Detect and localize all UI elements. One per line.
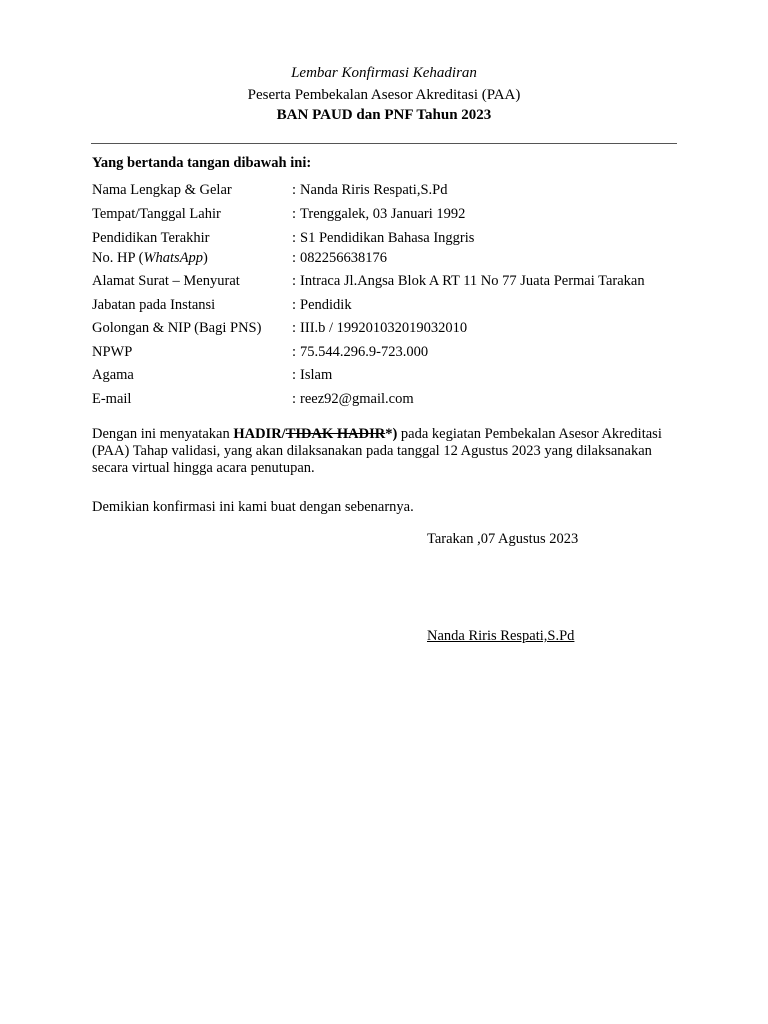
label-italic: WhatsApp — [143, 250, 204, 266]
field-value-text: 75.544.296.9-723.000 — [300, 344, 429, 360]
field-value-golongan — [292, 320, 467, 337]
field-value-nama — [292, 182, 447, 199]
colon: : — [292, 391, 297, 407]
field-value-jabatan — [292, 297, 352, 314]
field-value-text: Nanda Riris Respati,S.Pd — [300, 182, 448, 198]
closing-text: Demikian konfirmasi ini kami buat dengan sebenarnya. — [92, 499, 414, 515]
field-label-ttl: Tempat/Tanggal Lahir — [92, 206, 221, 222]
colon: : — [292, 344, 297, 360]
field-value-text: Islam — [300, 367, 333, 383]
place-date: Tarakan ,07 Agustus 2023 — [427, 531, 579, 547]
field-label-email: E-mail — [92, 391, 132, 407]
label-prefix: No. HP ( — [92, 250, 144, 266]
colon: : — [292, 230, 297, 246]
field-label-golongan: Golongan & NIP (Bagi PNS) — [92, 320, 262, 336]
field-value-npwp — [292, 344, 428, 361]
attendance-hadir: HADIR/ — [233, 426, 286, 442]
colon: : — [292, 273, 297, 289]
colon: : — [292, 250, 297, 266]
document-title: Lembar Konfirmasi Kehadiran — [291, 65, 477, 81]
field-value-alamat — [292, 273, 645, 290]
signature-name: Nanda Riris Respati,S.Pd — [427, 628, 575, 644]
field-value-text: reez92@gmail.com — [300, 391, 414, 407]
colon: : — [292, 182, 297, 198]
colon: : — [292, 320, 297, 336]
attendance-mark: *) — [385, 426, 398, 442]
colon: : — [292, 297, 297, 313]
header-divider — [91, 143, 677, 144]
field-label-jabatan: Jabatan pada Instansi — [92, 297, 216, 313]
field-value-text: Intraca Jl.Angsa Blok A RT 11 No 77 Juata Permai Tarakan — [300, 273, 645, 289]
field-value-text: 082256638176 — [300, 250, 388, 266]
field-value-text: Trenggalek, 03 Januari 1992 — [300, 206, 466, 222]
field-value-text: S1 Pendidikan Bahasa Inggris — [300, 230, 475, 246]
field-value-hp — [292, 250, 387, 267]
field-value-email — [292, 391, 414, 408]
statement-prefix: Dengan ini menyatakan — [92, 426, 234, 442]
document-subtitle: Peserta Pembekalan Asesor Akreditasi (PAA) — [247, 87, 521, 103]
field-value-pendidikan — [292, 230, 474, 247]
field-label-npwp: NPWP — [92, 344, 133, 360]
field-value-agama — [292, 367, 332, 384]
field-label-pendidikan: Pendidikan Terakhir — [92, 230, 210, 246]
label-suffix: ) — [203, 250, 208, 266]
field-label-hp — [92, 250, 208, 267]
colon: : — [292, 367, 297, 383]
attendance-tidak-hadir: TIDAK HADIR — [285, 426, 386, 442]
document-org-year: BAN PAUD dan PNF Tahun 2023 — [276, 107, 492, 123]
statement-suffix: pada kegiatan Pembekalan Asesor Akreditasi (PAA) Tahap validasi, yang akan dilaksanakan pada tanggal 12 Agustus 2023 yang dilaksanakan secara virtual hingga acara penutupan. — [92, 426, 662, 476]
field-label-alamat: Alamat Surat – Menyurat — [92, 273, 240, 289]
field-value-text: Pendidik — [300, 297, 352, 313]
colon: : — [292, 206, 297, 222]
field-value-text: III.b / 199201032019032010 — [300, 320, 468, 336]
field-label-nama: Nama Lengkap & Gelar — [92, 182, 232, 198]
statement-paragraph — [92, 426, 672, 477]
field-label-agama: Agama — [92, 367, 134, 383]
intro-text: Yang bertanda tangan dibawah ini: — [92, 155, 312, 171]
field-value-ttl — [292, 206, 465, 223]
